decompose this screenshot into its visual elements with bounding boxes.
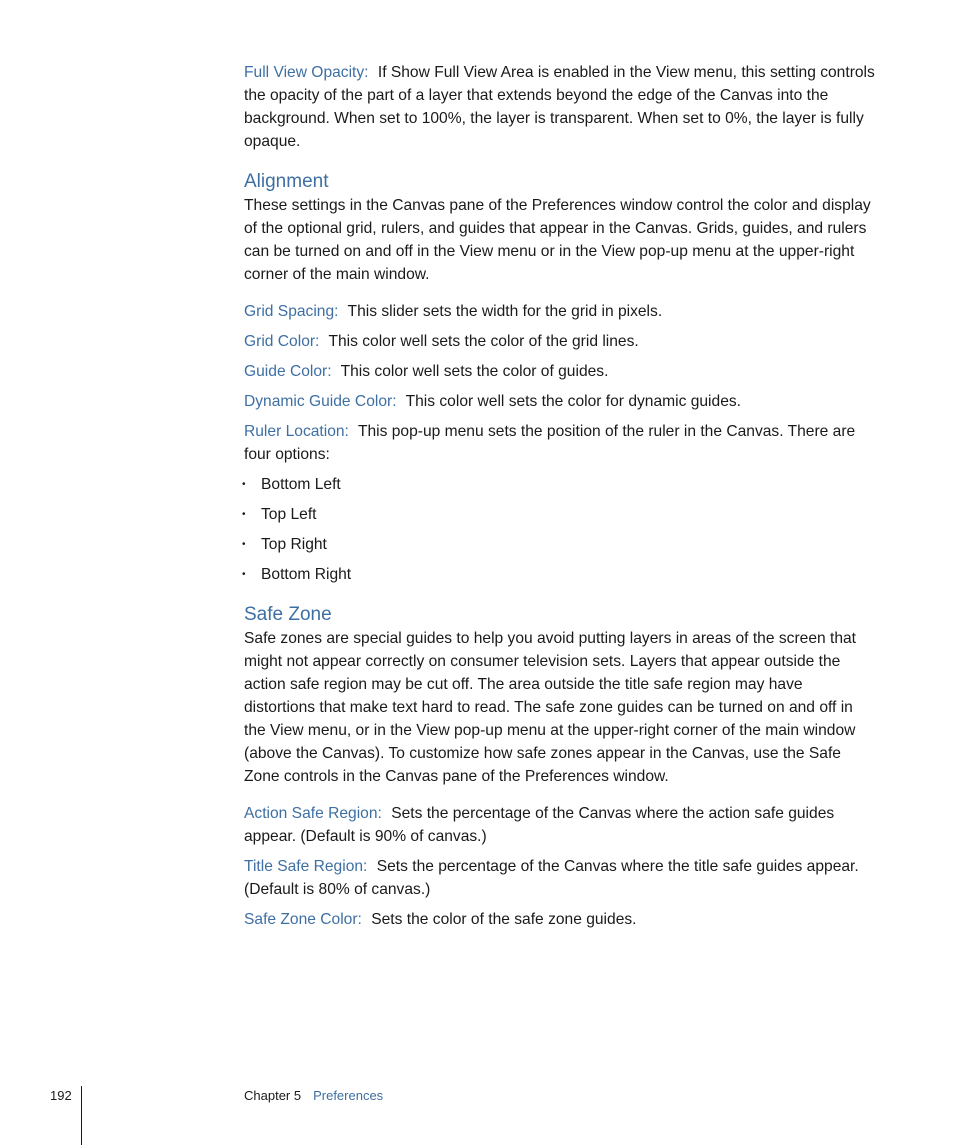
list-item [240,563,876,586]
term-label: Safe Zone Color: [244,911,362,928]
guide-color-entry [244,360,876,383]
page-content [244,61,876,938]
term-description: This color well sets the color for dynamic guides. [405,393,741,410]
term-label: Grid Spacing: [244,303,339,320]
action-safe-region-entry [244,802,876,848]
full-view-opacity-entry [244,61,876,153]
title-safe-region-entry [244,855,876,901]
term-label: Title Safe Region: [244,858,368,875]
grid-color-entry [244,330,876,353]
page-number: 192 [50,1088,72,1103]
term-label: Dynamic Guide Color: [244,393,397,410]
term-description: This color well sets the color of the grid lines. [328,333,639,350]
term-description: If Show Full View Area is enabled in the View menu, this setting controls the opacity of the part of a layer that extends beyond the edge of the Canvas into the background. When set to 100%, the layer is transparent. When set to 0%, the layer is fully opaque. [244,64,875,150]
dynamic-guide-color-entry [244,390,876,413]
page-footer [0,1086,954,1145]
list-item-text: Top Right [261,536,327,553]
term-label: Ruler Location: [244,423,349,440]
chapter-label [244,1087,383,1105]
ruler-options-list [240,473,876,586]
chapter-title: Preferences [313,1088,384,1103]
alignment-body: These settings in the Canvas pane of the Preferences window control the color and display of the optional grid, rulers, and guides that appear in the Canvas. Grids, guides, and rulers can be turned on and off in the View menu or in the View pop-up menu at the upper-right corner of the main window. [244,197,871,283]
chapter-number: Chapter 5 [244,1088,302,1103]
safe-zone-heading: Safe Zone [244,604,332,625]
list-item [240,533,876,556]
grid-spacing-entry [244,300,876,323]
term-label: Action Safe Region: [244,805,382,822]
safe-zone-body: Safe zones are special guides to help you avoid putting layers in areas of the screen that might not appear correctly on consumer television sets. Layers that appear outside the action safe region may be cut off. The area outside the title safe region may have distortions that make text hard to read. The safe zone guides can be turned on and off in the View menu, or in the View pop-up menu at the upper-right corner of the main window (above the Canvas). To customize how safe zones appear in the Canvas, use the Safe Zone controls in the Canvas pane of the Preferences window. [244,630,857,785]
safe-zone-color-entry [244,908,876,931]
term-description: This slider sets the width for the grid in pixels. [347,303,663,320]
bullet-icon: • [242,509,246,520]
term-label: Guide Color: [244,363,332,380]
list-item-text: Bottom Left [261,476,341,493]
bullet-icon: • [242,479,246,490]
bullet-icon: • [242,569,246,580]
term-description: This color well sets the color of guides. [340,363,609,380]
list-item [240,503,876,526]
term-label: Grid Color: [244,333,320,350]
alignment-heading: Alignment [244,171,329,192]
term-description: Sets the percentage of the Canvas where the title safe guides appear. (Default is 80% of canvas.) [244,858,859,898]
term-description: Sets the percentage of the Canvas where the action safe guides appear. (Default is 90% of canvas.) [244,805,835,845]
list-item-text: Top Left [261,506,317,523]
term-description: This pop-up menu sets the position of the ruler in the Canvas. There are four options: [244,423,856,463]
footer-divider [81,1086,82,1145]
bullet-icon: • [242,539,246,550]
term-label: Full View Opacity: [244,64,369,81]
term-description: Sets the color of the safe zone guides. [371,911,637,928]
list-item [240,473,876,496]
ruler-location-entry [244,420,876,466]
list-item-text: Bottom Right [261,566,352,583]
